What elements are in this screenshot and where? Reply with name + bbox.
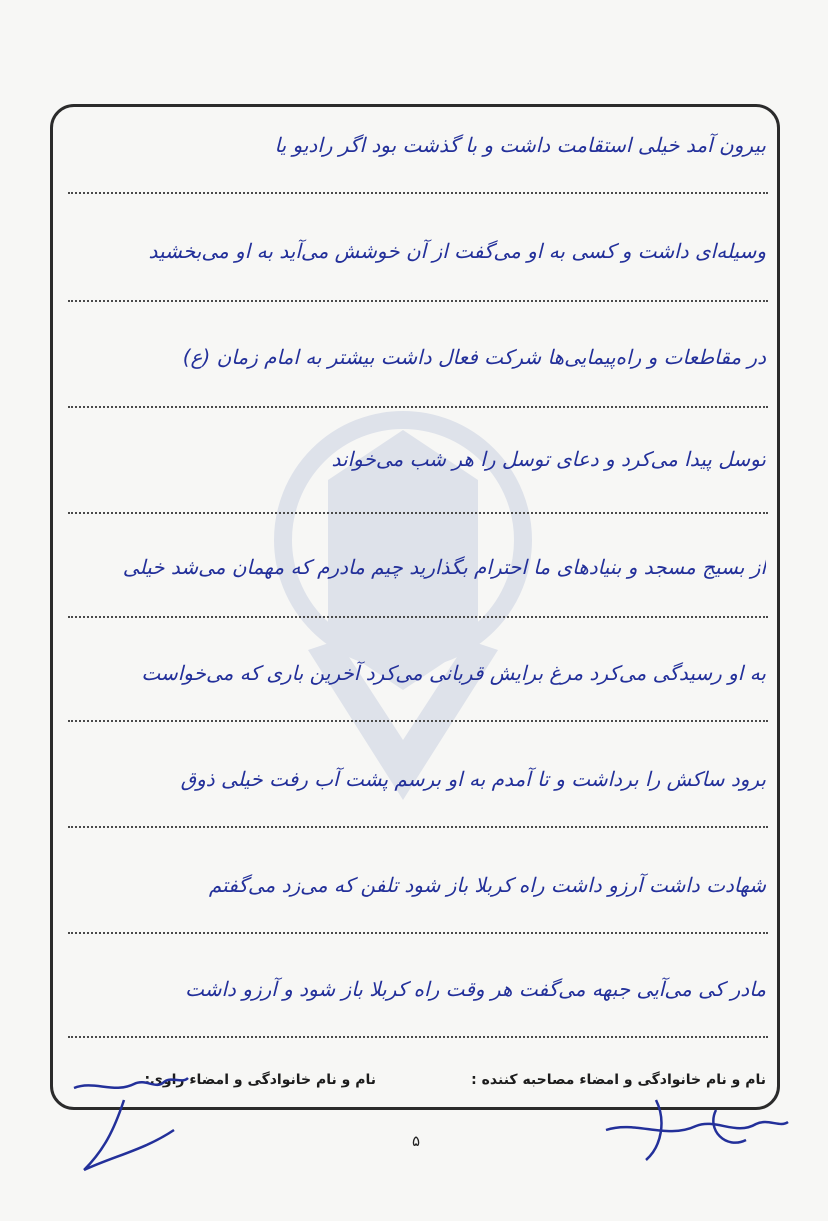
transcript-line-1: بیرون آمد خیلی استقامت داشت و با گذشت بود اگر رادیو یا <box>274 133 766 157</box>
ruled-line-3 <box>68 406 768 408</box>
transcript-line-2: وسیله‌ای داشت و کسی به او می‌گفت از آن خوشش می‌آید به او می‌بخشید <box>148 239 766 263</box>
ruled-line-6 <box>68 720 768 722</box>
transcript-line-3: در مقاطعات و راه‌پیمایی‌ها شرکت فعال داشت بیشتر به امام زمان (ع) <box>182 345 766 369</box>
ruled-line-1 <box>68 192 768 194</box>
transcript-line-5: از بسیج مسجد و بنیادهای ما احترام بگذارید چیم مادرم که مهمان می‌شد خیلی <box>122 555 766 579</box>
ruled-line-2 <box>68 300 768 302</box>
ruled-line-7 <box>68 826 768 828</box>
transcript-line-7: برود ساکش را برداشت و تا آمدم به او برسم پشت آب رفت خیلی ذوق <box>180 767 766 791</box>
transcript-line-4: توسل پیدا می‌کرد و دعای توسل را هر شب می‌خواند <box>331 447 766 471</box>
ruled-line-5 <box>68 616 768 618</box>
transcript-line-6: به او رسیدگی می‌کرد مرغ برایش قربانی می‌کرد آخرین باری که می‌خواست <box>141 661 766 685</box>
page-number: ۵ <box>411 1132 421 1150</box>
narrator-label: نام و نام خانوادگی و امضاء راوی: <box>144 1072 376 1088</box>
ruled-line-4 <box>68 512 768 514</box>
interviewer-label: نام و نام خانوادگی و امضاء مصاحبه کننده : <box>471 1072 766 1088</box>
ruled-line-8 <box>68 932 768 934</box>
transcript-line-9: مادر کی می‌آیی جبهه می‌گفت هر وقت راه کربلا باز شود و آرزو داشت <box>185 977 766 1001</box>
ruled-line-9 <box>68 1036 768 1038</box>
narrator-signature <box>64 1060 204 1180</box>
transcript-line-8: شهادت داشت آرزو داشت راه کربلا باز شود تلفن که می‌زد می‌گفتم <box>208 873 766 897</box>
interviewer-signature <box>596 1090 796 1170</box>
